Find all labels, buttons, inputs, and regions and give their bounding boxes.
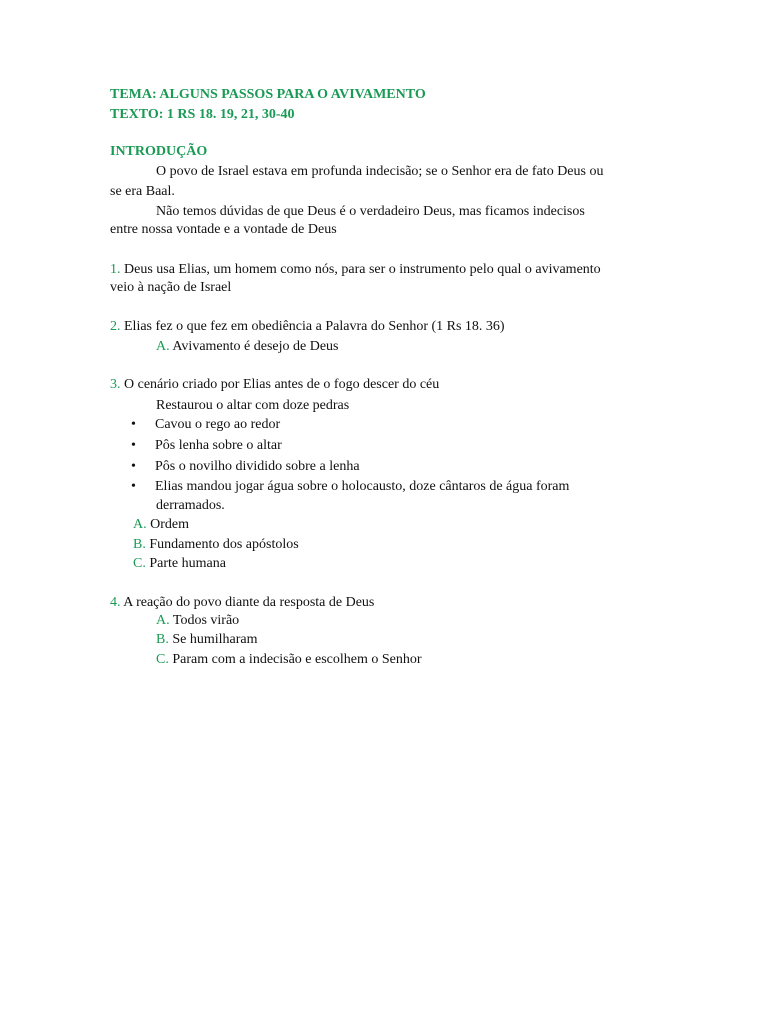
intro-paragraph-1-line-2: se era Baal.: [110, 184, 175, 199]
bullet-text: Pôs o novilho dividido sobre a lenha: [155, 459, 360, 474]
point-3-sub-b: [133, 536, 299, 554]
intro-paragraph-2-line-1: Não temos dúvidas de que Deus é o verdadeiro Deus, mas ficamos indecisos: [156, 204, 585, 219]
intro-paragraph-1-line-1: O povo de Israel estava em profunda indecisão; se o Senhor era de fato Deus ou: [156, 164, 604, 179]
point-4-sub-a-text: Todos virão: [172, 613, 240, 628]
point-2-text: Elias fez o que fez em obediência a Palavra do Senhor (1 Rs 18. 36): [124, 319, 505, 334]
point-2-sub-a-letter: A.: [156, 339, 170, 354]
point-1-line-1: [110, 261, 601, 279]
bullet-icon: •: [131, 417, 136, 432]
point-3-sub-b-letter: B.: [133, 537, 146, 552]
point-3-bullet-1: [131, 416, 280, 434]
point-2-sub-a-text: Avivamento é desejo de Deus: [172, 339, 339, 354]
intro-heading: INTRODUÇÃO: [110, 144, 208, 159]
point-3-sub-c: [133, 555, 226, 573]
point-4-sub-a: [156, 612, 239, 630]
point-3-first-line: Restaurou o altar com doze pedras: [156, 398, 350, 413]
point-3-text: O cenário criado por Elias antes de o fogo descer do céu: [124, 377, 440, 392]
point-3-sub-c-letter: C.: [133, 556, 146, 571]
point-3-bullet-4: [131, 478, 569, 496]
intro-paragraph-2-line-2: entre nossa vontade e a vontade de Deus: [110, 222, 337, 237]
point-3-sub-a: [133, 516, 189, 534]
point-3-bullet-2: [131, 437, 282, 455]
point-1-text: Deus usa Elias, um homem como nós, para ser o instrumento pelo qual o avivamento: [124, 262, 601, 277]
bullet-text: Elias mandou jogar água sobre o holocausto, doze cântaros de água foram: [155, 479, 570, 494]
point-4-sub-b-letter: B.: [156, 632, 169, 647]
point-4-text: A reação do povo diante da resposta de Deus: [123, 595, 375, 610]
bullet-icon: •: [131, 459, 136, 474]
point-3-bullet-3: [131, 458, 360, 476]
point-4-line: [110, 594, 374, 612]
point-2-line: [110, 318, 505, 336]
point-3-sub-a-text: Ordem: [150, 517, 190, 532]
point-3-number: 3.: [110, 377, 121, 392]
point-2-number: 2.: [110, 319, 121, 334]
point-3-bullet-4-continuation: derramados.: [156, 498, 225, 513]
point-3-sub-c-text: Parte humana: [149, 556, 226, 571]
point-4-sub-c-text: Param com a indecisão e escolhem o Senhor: [172, 652, 422, 667]
point-4-number: 4.: [110, 595, 121, 610]
point-3-sub-a-letter: A.: [133, 517, 147, 532]
point-4-sub-b-text: Se humilharam: [172, 632, 258, 647]
point-4-sub-c: [156, 651, 422, 669]
point-4-sub-a-letter: A.: [156, 613, 170, 628]
bullet-text: Cavou o rego ao redor: [155, 417, 281, 432]
bullet-text: Pôs lenha sobre o altar: [155, 438, 282, 453]
point-3-line: [110, 376, 439, 394]
point-2-sub-a: [156, 338, 339, 356]
point-1-line-2: veio à nação de Israel: [110, 280, 232, 295]
texto-heading: TEXTO: 1 RS 18. 19, 21, 30-40: [110, 107, 295, 122]
point-3-sub-b-text: Fundamento dos apóstolos: [149, 537, 299, 552]
point-4-sub-b: [156, 631, 258, 649]
bullet-icon: •: [131, 479, 136, 494]
bullet-icon: •: [131, 438, 136, 453]
point-4-sub-c-letter: C.: [156, 652, 169, 667]
tema-heading: TEMA: ALGUNS PASSOS PARA O AVIVAMENTO: [110, 87, 426, 102]
point-1-number: 1.: [110, 262, 121, 277]
